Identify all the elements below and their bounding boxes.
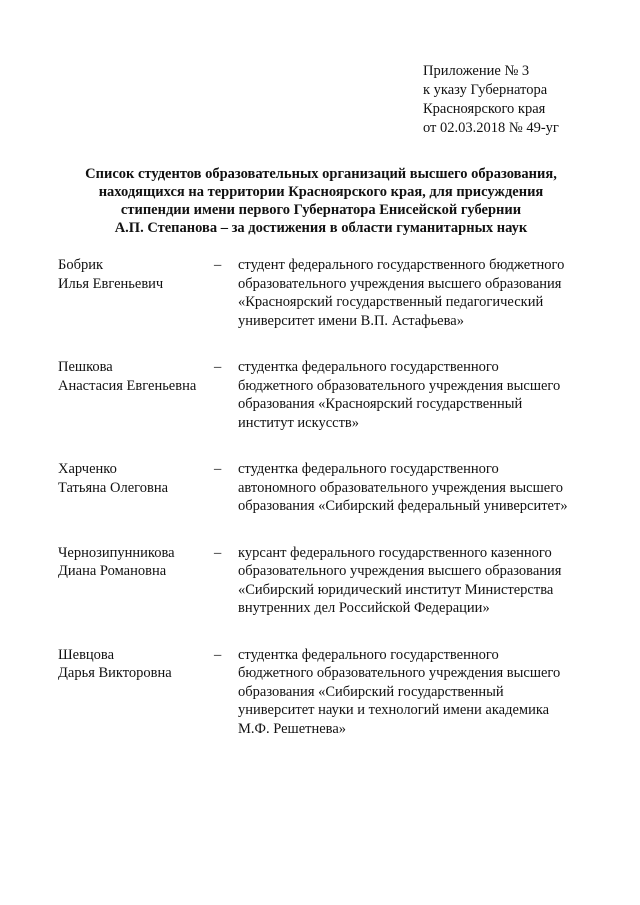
student-description: [238, 256, 608, 330]
title-line: Список студентов образовательных организаций высшего образования,: [85, 166, 557, 182]
student-name: [58, 544, 218, 581]
appendix-reference: [423, 62, 559, 138]
student-name: [58, 646, 218, 683]
description-line: студентка федерального государственного: [238, 646, 499, 663]
entry-dash: –: [214, 646, 222, 663]
title-line: стипендии имени первого Губернатора Енисейской губернии: [120, 202, 522, 218]
student-entry: [58, 544, 618, 618]
student-list: [58, 256, 618, 766]
description-line: студентка федерального государственного: [238, 359, 499, 375]
description-line: М.Ф. Решетнева»: [238, 720, 347, 737]
description-line: курсант федерального государственного казенного: [238, 544, 552, 561]
student-given-name: Илья Евгеньевич: [58, 275, 164, 292]
student-given-name: Дарья Викторовна: [58, 665, 172, 681]
student-given-name: Анастасия Евгеньевна: [58, 377, 197, 394]
student-description: [238, 358, 608, 432]
student-name: [58, 256, 218, 293]
description-line: образовательного учреждения высшего образования: [238, 275, 562, 292]
student-surname: Харченко: [58, 461, 117, 477]
entry-dash: –: [214, 544, 222, 561]
description-line: «Красноярский государственный педагогический: [238, 294, 544, 310]
description-line: внутренних дел Российской Федерации»: [238, 600, 490, 616]
student-entry: [58, 358, 618, 432]
student-description: [238, 646, 608, 739]
description-line: автономного образовательного учреждения высшего: [238, 479, 564, 496]
student-name: [58, 460, 218, 497]
description-line: бюджетного образовательного учреждения высшего: [238, 665, 561, 681]
student-given-name: Диана Романовна: [58, 563, 167, 579]
appendix-line: Красноярского края: [423, 101, 546, 117]
student-surname: Бобрик: [58, 257, 104, 273]
description-line: бюджетного образовательного учреждения высшего: [238, 377, 561, 394]
appendix-line: Приложение № 3: [423, 63, 530, 79]
student-description: [238, 544, 608, 618]
entry-dash: –: [214, 461, 222, 477]
description-line: университет имени В.П. Астафьева»: [238, 312, 464, 329]
appendix-line: от 02.03.2018 № 49-уг: [423, 120, 559, 136]
description-line: студент федерального государственного бюджетного: [238, 257, 565, 273]
student-description: [238, 460, 608, 516]
appendix-line: к указу Губернатора: [423, 82, 548, 98]
student-surname: Шевцова: [58, 646, 115, 663]
description-line: образования «Красноярский государственный: [238, 396, 523, 412]
student-name: [58, 358, 218, 395]
description-line: «Сибирский юридический институт Министерства: [238, 581, 554, 598]
entry-dash: –: [214, 359, 222, 375]
title-line: находящихся на территории Красноярского края, для присуждения: [98, 184, 544, 200]
student-entry: [58, 646, 618, 739]
description-line: образовательного учреждения высшего образования: [238, 563, 562, 579]
description-line: студентка федерального государственного: [238, 461, 499, 477]
entry-dash: –: [214, 257, 222, 273]
student-entry: [58, 256, 618, 330]
title-line: А.П. Степанова – за достижения в области гуманитарных наук: [114, 220, 528, 236]
description-line: образования «Сибирский государственный: [238, 683, 504, 700]
student-surname: Чернозипунникова: [58, 544, 175, 561]
student-given-name: Татьяна Олеговна: [58, 479, 169, 496]
description-line: институт искусств»: [238, 414, 359, 431]
description-line: образования «Сибирский федеральный университет»: [238, 498, 568, 514]
student-surname: Пешкова: [58, 359, 113, 375]
student-entry: [58, 460, 618, 516]
description-line: университет науки и технологий имени академика: [238, 702, 550, 718]
document-title: [40, 165, 602, 237]
